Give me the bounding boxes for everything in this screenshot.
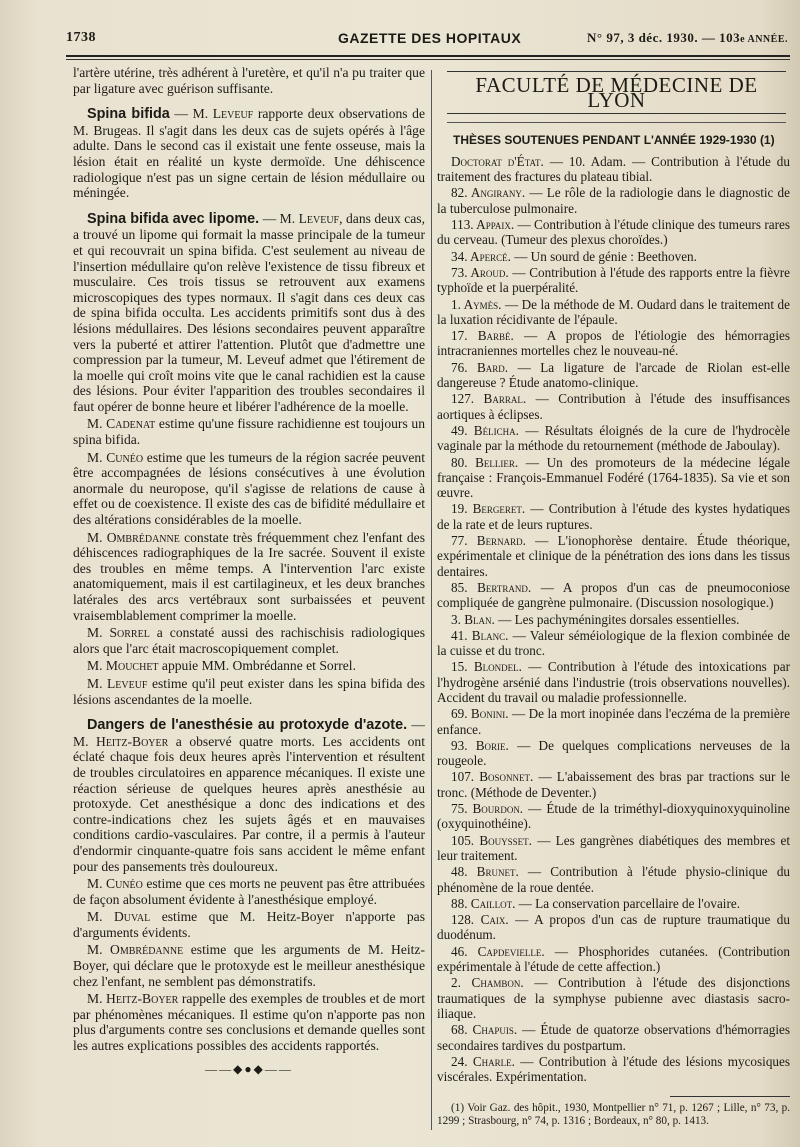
m-prefix: M.: [87, 675, 107, 691]
section-heading: Spina bifida: [87, 106, 170, 123]
thesis-title: — Les gangrènes diabétiques des membres et leur traitement.: [437, 832, 790, 863]
author-name: Leveuf: [298, 210, 340, 226]
paragraph-lipome: [73, 211, 425, 415]
thesis-author: 17. Barbé.: [451, 328, 514, 344]
thesis-author: 1. Aymès.: [451, 296, 502, 312]
paragraph-cadenat: [73, 416, 425, 447]
footnote-rule: [670, 1096, 790, 1097]
thesis-entry: [437, 738, 790, 769]
thesis-author: 107. Bosonnet.: [451, 769, 534, 785]
paragraph-text: a constaté aussi des rachischisis radiologiques alors que l'arc était macroscopiquement complet.: [73, 625, 425, 656]
thesis-entry: [437, 423, 790, 454]
thesis-title: — De quelques complications nerveuses de la rougeole.: [437, 737, 790, 769]
thesis-title: — La conservation parcellaire de l'ovaire.: [515, 895, 741, 911]
author-name: Heitz-Boyer: [96, 733, 169, 749]
m-prefix: M.: [87, 942, 111, 958]
thesis-entry: [437, 185, 790, 216]
paragraph-ombredanne: [73, 530, 425, 624]
thesis-entry: [437, 217, 790, 248]
thesis-author: 76. Bard.: [451, 359, 509, 375]
thesis-title: — Contribution à l'étude physio-clinique du phénomène de la roue dentée.: [437, 864, 790, 895]
thesis-title: — Les pachyméningites dorsales essentielles.: [494, 611, 740, 627]
footnote: (1) Voir Gaz. des hôpit., 1930, Montpellier n° 71, p. 1267 ; Lille, n° 73, p. 1299 ; Strasbourg, n° 74, p. 1316 ; Bordeaux, n° 80, p. 1413.: [437, 1102, 790, 1128]
m-prefix: M.: [87, 658, 106, 674]
thesis-title: — 10. Adam. — Contribution à l'étude du traitement des fractures du plateau tibial.: [437, 153, 790, 185]
paragraph-text: appuie MM. Ombrédanne et Sorrel.: [158, 658, 356, 674]
paragraph-text: estime que les tumeurs de la région sacrée peuvent être accompagnées de lésions consécutives à une évolution anormale du neuropose, qu'il s'agisse de relations de cause à effet ou de coexistence. Il existe des cas de bifidité médullaire et des altérations considérables de la moelle.: [73, 449, 425, 528]
thesis-title: — L'abaissement des bras par tractions sur le tronc. (Méthode de Deventer.): [437, 769, 790, 800]
thesis-author: 75. Bourdon.: [451, 801, 524, 817]
m-prefix: M.: [87, 991, 107, 1007]
thesis-title: — La ligature de l'arcade de Riolan est-elle dangereuse ? Étude anatomo-clinique.: [437, 359, 790, 391]
paragraph-mouchet: [73, 658, 425, 674]
thesis-title: — Contribution à l'étude des disjonctions traumatiques de la symphyse pubienne avec diastasis sacro-iliaque.: [437, 975, 790, 1021]
thesis-entry: [437, 801, 790, 832]
title-rule: [447, 122, 786, 123]
thesis-entry: [437, 912, 790, 943]
thesis-entry: [437, 864, 790, 895]
thesis-entry: [437, 769, 790, 800]
paragraph-protoxyde: [73, 717, 425, 874]
thesis-author: 73. Aroud.: [451, 264, 509, 280]
thesis-entry: [437, 612, 790, 627]
header-rule-thin: [66, 59, 790, 60]
issue-suffix: e ANNÉE.: [740, 34, 788, 45]
paragraph-text: constate très fréquemment chez l'enfant des déhiscences radiographiques de la Ire sacrée. Souvent il existe des troubles en même temps. A l'intervention l'arc existe anatomiquement, mais il est cartilagineux, et les deux branches latérales des arcs vertébraux sont surbaissées et peuvent vraisemblablement comprimer la moelle.: [73, 529, 425, 623]
paragraph-text: a observé quatre morts. Les accidents ont éclaté chaque fois deux heures après l'intervention et résultent de troubles circulatoires en apparence mécaniques. Il existe une réaction sérieuse de quelques heures après anesthésie au protoxyde. Cet anesthésique a donc des indications et des contre-indications chez les sujets âgés et en mauvaises conditions cardio-vasculaires. Par contre, il a permis à l'auteur d'endormir cinquante-quatre fois sans accident le même enfant pour des pansements très douloureux.: [73, 733, 425, 874]
end-ornament: ——◆●◆——: [205, 1061, 293, 1076]
thesis-title: — Étude de quatorze observations d'hémorragies secondaires tardives du postpartum.: [437, 1022, 790, 1053]
thesis-title: — Phosphorides cutanées. (Contribution expérimentale à l'étude de cette affection.): [437, 943, 790, 975]
journal-title: GAZETTE DES HOPITAUX: [338, 30, 522, 46]
thesis-entry: [437, 265, 790, 296]
thesis-entry: [437, 455, 790, 501]
thesis-title: — Valeur séméiologique de la flexion combinée de la cuisse et du tronc.: [437, 627, 790, 659]
thesis-entry: [437, 944, 790, 975]
paragraph-cuneo-2: [73, 876, 425, 907]
thesis-entry: [437, 391, 790, 422]
thesis-title: — Contribution à l'étude des kystes hydatiques de la rate et de leurs ruptures.: [437, 501, 790, 532]
page-header: [66, 30, 788, 52]
paragraph-text: rappelle des exemples de troubles et de mort par phénomènes mécaniques. Il estime qu'on n'apporte pas non plus d'arguments contre ses conclusions et demande quelles sont les autres explications possibles des accidents rapportés.: [73, 991, 425, 1054]
author-name: Cunéo: [106, 449, 144, 465]
paragraph-text: , dans deux cas, a trouvé un lipome qui formait la masse principale de la tumeur et qui recouvrait un spina bifida. C'est seulement au niveau de l'insertion médullaire qu'on relève l'existence de tissu fibreux et musculaire. Ces trois tissus se retrouvent aux examens microscopiques des types normaux. Il s'agit dans ces deux cas de spina bifida occulta. Les accidents primitifs sont dus à des lésions médullaires. Des lésions secondaires peuvent apparaître vers la puberté et attirer l'attention. Plutôt que d'admettre une compression par la tumeur, M. Leveuf admet que l'étirement de la moelle qui croît moins vite que le canal rachidien est la cause des lésions. Pour éviter l'apparition des troubles secondaires il faut opérer de bonne heure et libérer l'adhérence de la moelle.: [73, 210, 425, 414]
thesis-entry: [437, 896, 790, 911]
thesis-entry: [437, 297, 790, 328]
m-prefix: M.: [87, 876, 106, 892]
paragraph-text: estime que les arguments de M. Heitz-Boyer, qui déclare que le protoxyde est le meilleur anesthésique chez l'enfant, ne semblent pas démonstratifs.: [73, 942, 425, 989]
thesis-entry: [437, 833, 790, 864]
author-name: Ombrédanne: [106, 529, 180, 545]
thesis-author: 34. Apercé.: [451, 248, 511, 264]
paragraph-ombredanne-2: [73, 942, 425, 989]
thesis-title: — Résultats éloignés de la cure de l'hydrocèle vaginale par la méthode du retournement (méthode de Jaboulay).: [437, 422, 790, 454]
author-name: Cunéo: [106, 876, 143, 892]
thesis-title: — A propos d'un cas de pneumoconiose compliquée de gangrène pulmonaire. (Discussion nosologique.): [437, 579, 790, 611]
faculty-title: FACULTÉ DE MÉDECINE DE LYON: [447, 71, 786, 114]
column-divider: [431, 70, 432, 1130]
author-name: Heitz-Boyer: [106, 991, 179, 1007]
paragraph-sorrel: [73, 625, 425, 656]
section-heading: Spina bifida avec lipome.: [87, 210, 260, 227]
paragraph-text: estime qu'il peut exister dans les spina bifida des lésions ascendantes de la moelle.: [73, 675, 425, 707]
thesis-author: 15. Blondel.: [451, 659, 522, 675]
thesis-author: 2. Chambon.: [451, 975, 524, 991]
paragraph-text: estime que ces morts ne peuvent pas être attribuées de façon absolument évidente à l'anesthésique employé.: [73, 876, 425, 907]
m-prefix: M.: [87, 625, 110, 641]
thesis-author: Doctorat d'État.: [451, 153, 544, 169]
thesis-title: — Contribution à l'étude des insuffisances aortiques à éclipses.: [437, 391, 790, 422]
thesis-entry: [437, 328, 790, 359]
thesis-author: 41. Blanc.: [451, 627, 509, 643]
m-prefix: M.: [87, 529, 107, 545]
header-rule-thick: [66, 55, 790, 57]
m-prefix: M.: [87, 909, 114, 925]
thesis-author: 85. Bertrand.: [451, 579, 532, 595]
author-name: Leveuf: [212, 106, 254, 122]
m-prefix: M.: [87, 416, 107, 432]
thesis-title: — Contribution à l'étude clinique des tumeurs rares du cerveau. (Tumeur des plexus choroïdes.): [437, 217, 790, 248]
thesis-author: 3. Blan.: [451, 611, 495, 627]
theses-list: [437, 154, 790, 1085]
thesis-title: — A propos de l'étiologie des hémorragies intracraniennes mortelles chez le nouveau-né.: [437, 328, 790, 359]
thesis-author: 128. Caix.: [451, 912, 509, 928]
right-column: [437, 65, 790, 1140]
thesis-author: 49. Bélicha.: [451, 422, 519, 438]
section-heading: Dangers de l'anesthésie au protoxyde d'azote.: [87, 717, 408, 734]
thesis-entry: [437, 580, 790, 611]
thesis-author: 69. Bonini.: [451, 706, 509, 722]
left-column: [73, 65, 425, 1130]
thesis-title: — L'ionophorèse dentaire. Étude théorique, expérimentale et clinique de la pénétration des ions dans les tissus dentaires.: [437, 533, 790, 579]
thesis-entry: [437, 501, 790, 532]
thesis-author: 105. Bouysset.: [451, 832, 532, 848]
author-name: Mouchet: [105, 658, 159, 674]
paragraph-text: estime qu'une fissure rachidienne est toujours un spina bifida.: [73, 416, 425, 448]
thesis-title: — Contribution à l'étude des rapports entre la fièvre typhoïde et la puerpéralité.: [437, 264, 790, 296]
thesis-entry: [437, 1054, 790, 1085]
thesis-title: — Le rôle de la radiologie dans le diagnostic de la tuberculose pulmonaire.: [437, 185, 790, 216]
m-prefix: M.: [87, 449, 107, 465]
thesis-title: — Un des promoteurs de la médecine légale française : François-Emmanuel Fodéré (1764-1835). Sa vie et son œuvre.: [437, 454, 790, 501]
thesis-entry: [437, 1022, 790, 1053]
thesis-entry: [437, 249, 790, 264]
thesis-entry: [437, 360, 790, 391]
issue-info: [587, 30, 788, 46]
thesis-title: — A propos d'un cas de rupture traumatique du duodénum.: [437, 912, 790, 943]
paragraph-duval: [73, 909, 425, 940]
thesis-author: 113. Appaix.: [451, 217, 515, 233]
thesis-entry: [437, 706, 790, 737]
issue-prefix: N° 97, 3 déc. 1930. — 103: [586, 30, 741, 45]
paragraph-text: rapporte deux observations de M. Brugeas. Il s'agit dans les deux cas de sujets opérés à l'âge adulte. Dans le second cas il existait une fente osseuse, mais la lésion était en réalité un kyste dermoïde. Une déhiscence radiologique n'est pas un signe certain de lésion médullaire ou méningée.: [73, 106, 425, 201]
thesis-entry: [437, 975, 790, 1021]
thesis-author: 80. Bellier.: [451, 454, 519, 470]
paragraph-leveuf: [73, 676, 425, 707]
thesis-title: — Contribution à l'étude des intoxications par l'hydrogène arsénié dans l'industrie (trois observations nouvelles). Accident du travail ou maladie professionnelle.: [437, 659, 790, 705]
thesis-entry: [437, 533, 790, 579]
thesis-title: — Contribution à l'étude des lésions mycosiques viscérales. Expérimentation.: [437, 1053, 790, 1085]
author-name: Cadenat: [106, 416, 156, 432]
thesis-title: — De la mort inopinée dans l'eczéma de la première enfance.: [437, 706, 790, 737]
thesis-author: 127. Barral.: [451, 391, 527, 407]
heading-dash: — M.: [73, 717, 425, 749]
thesis-entry: [437, 659, 790, 705]
heading-dash: — M.: [259, 210, 299, 226]
thesis-author: 77. Bernard.: [451, 533, 526, 549]
paragraph-spina-bifida: [73, 106, 425, 201]
theses-heading: THÈSES SOUTENUES PENDANT L'ANNÉE 1929-1930 (1): [453, 132, 775, 147]
paragraph-continuation: l'artère utérine, très adhérent à l'uretère, et qu'il n'a pu traiter que par ligature avec guérison suffisante.: [73, 65, 425, 96]
paragraph-heitz-boyer: [73, 991, 425, 1053]
thesis-title: — Un sourd de génie : Beethoven.: [510, 248, 697, 264]
author-name: Sorrel: [109, 625, 150, 641]
thesis-author: 88. Caillot.: [451, 895, 516, 911]
thesis-entry: [437, 628, 790, 659]
author-name: Leveuf: [106, 675, 148, 691]
thesis-author: 19. Bergeret.: [451, 501, 526, 517]
thesis-title: — De la méthode de M. Oudard dans le traitement de la luxation récidivante de l'épaule.: [437, 296, 790, 327]
thesis-title: — Étude de la triméthyl-dioxyquinoxyquinoline (oxyquinothéine).: [437, 801, 790, 832]
paragraph-text: estime que M. Heitz-Boyer n'apporte pas d'arguments évidents.: [73, 909, 425, 940]
thesis-author: 93. Borie.: [451, 737, 509, 753]
heading-dash: — M.: [169, 106, 213, 122]
thesis-author: 82. Angirany.: [451, 185, 526, 201]
thesis-author: 46. Capdevielle.: [451, 943, 545, 959]
thesis-author: 48. Brunet.: [451, 864, 519, 880]
author-name: Duval: [113, 909, 151, 925]
thesis-author: 68. Chapuis.: [451, 1022, 518, 1038]
paragraph-cuneo: [73, 450, 425, 528]
page-number: 1738: [66, 30, 96, 45]
thesis-author: 24. Charle.: [451, 1053, 515, 1069]
author-name: Ombrédanne: [110, 942, 184, 958]
thesis-entry: [437, 154, 790, 185]
